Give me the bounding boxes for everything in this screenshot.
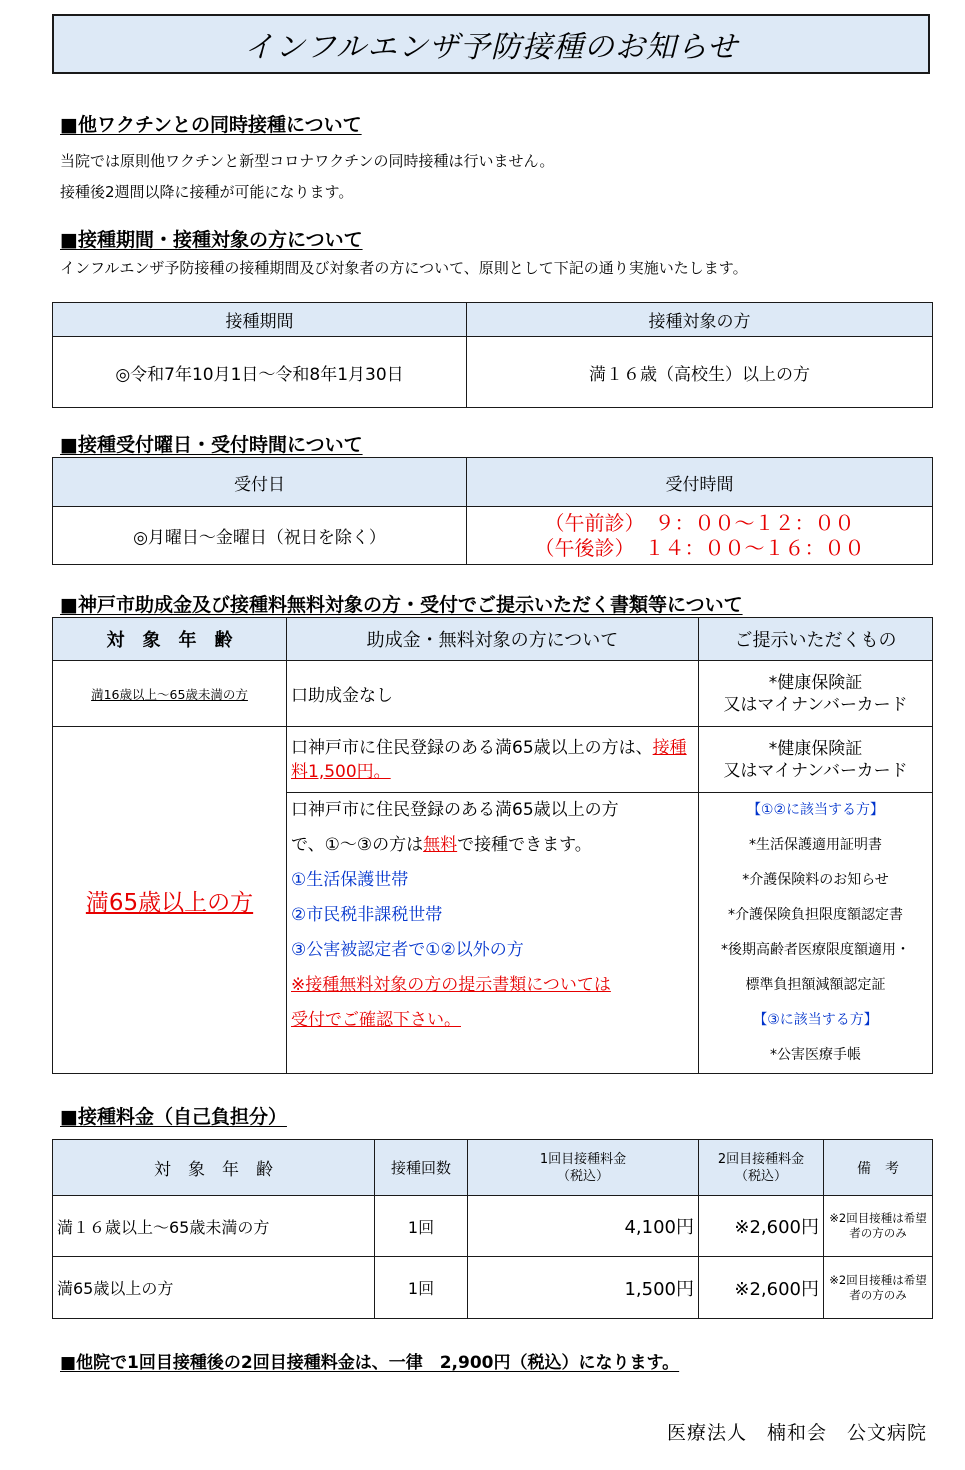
free-target-line2	[291, 828, 698, 863]
subsidy-row2a-text	[287, 727, 699, 793]
fee-first-header-2: （税込）	[556, 1168, 609, 1184]
fee-age-header: 対 象 年 齢	[53, 1140, 375, 1196]
fee-row2-second: ※2,600円	[699, 1257, 824, 1319]
fee-row1-note: ※2回目接種は希望者の方のみ	[824, 1196, 933, 1257]
docs-group-2-label: 【③に該当する方】	[753, 1012, 878, 1028]
free-docs-note-2: 受付でご確認下さい。	[291, 1010, 461, 1030]
fee-first-header	[468, 1140, 699, 1196]
free-target-line2-b: で接種できます。	[457, 835, 592, 855]
health-insurance-doc: *健康保険証	[768, 672, 863, 693]
doc-pollution-handbook: *公害医療手帳	[770, 1047, 861, 1063]
subsidy-target-header: 助成金・無料対象の方について	[287, 618, 699, 661]
doc-elderly-limit-certificate: *後期高齢者医療限度額適用・	[721, 942, 910, 958]
fee-table	[52, 1139, 933, 1319]
pollution-victim: ③公害被認定者で①②以外の方	[291, 940, 524, 960]
free-target-line1: 口神戸市に住民登録のある満65歳以上の方	[291, 800, 619, 820]
docs-group-1-label: 【①②に該当する方】	[746, 802, 885, 818]
concurrent-text-2: 接種後2週間以降に接種が可能になります。	[60, 183, 354, 201]
fee-note-header: 備 考	[824, 1140, 933, 1196]
period-intro: インフルエンザ予防接種の接種期間及び対象者の方について、原則として下記の通り実施いたします。	[60, 259, 748, 277]
fee-row2-count: 1回	[375, 1257, 468, 1319]
fee-row1-second: ※2,600円	[699, 1196, 824, 1257]
fee-1500: 接種料1,500円。	[291, 737, 687, 782]
doc-welfare-certificate: *生活保護適用証明書	[749, 837, 882, 853]
mynumber-card-doc-2: 又はマイナンバーカード	[723, 760, 908, 781]
fee-row2-age: 満65歳以上の方	[53, 1257, 375, 1319]
subsidy-row2-age: 満65歳以上の方	[53, 727, 287, 1074]
fee-second-header	[699, 1140, 824, 1196]
reception-times	[467, 507, 933, 565]
subsidy-row2b-docs	[699, 793, 933, 1074]
doc-care-limit-certificate: *介護保険負担限度額認定書	[728, 907, 903, 923]
section-heading-concurrent: ■他ワクチンとの同時接種について	[60, 114, 362, 136]
fee-row1-count: 1回	[375, 1196, 468, 1257]
subsidy-row1-age: 満16歳以上～65歳未満の方	[53, 661, 287, 727]
reception-table	[52, 457, 933, 565]
section-heading-period: ■接種期間・接種対象の方について	[60, 229, 363, 251]
mynumber-card-doc: 又はマイナンバーカード	[723, 694, 908, 715]
period-table	[52, 302, 933, 408]
subsidy-row1-docs	[699, 661, 933, 727]
fee-first-header-1: 1回目接種料金	[539, 1151, 627, 1167]
doc-reduction-certificate: 標準負担額減額認定証	[745, 977, 886, 993]
health-insurance-doc-2: *健康保険証	[768, 738, 863, 759]
subsidy-row1-text: 口助成金なし	[287, 661, 699, 727]
page-title: インフルエンザ予防接種のお知らせ	[52, 14, 930, 74]
target-header: 接種対象の方	[467, 303, 933, 337]
subsidy-age-header: 対 象 年 齢	[53, 618, 287, 661]
target-value: 満１６歳（高校生）以上の方	[467, 337, 933, 408]
free-docs-note-1: ※接種無料対象の方の提示書類については	[291, 975, 611, 995]
reception-day-header: 受付日	[53, 458, 467, 507]
second-dose-fee-note: ■他院で1回目接種後の2回目接種料金は、一律 2,900円（税込）になります。	[60, 1353, 680, 1373]
section-heading-subsidy: ■神戸市助成金及び接種料無料対象の方・受付でご提示いただく書類等について	[60, 594, 743, 616]
subsidy-docs-header: ご提示いただくもの	[699, 618, 933, 661]
period-header: 接種期間	[53, 303, 467, 337]
section-heading-reception: ■接種受付曜日・受付時間について	[60, 434, 363, 456]
fee-second-header-1: 2回目接種料金	[717, 1151, 805, 1167]
free-label: 無料	[423, 835, 458, 855]
subsidy-row2a-docs	[699, 727, 933, 793]
concurrent-text-1: 当院では原則他ワクチンと新型コロナワクチンの同時接種は行いません。	[60, 152, 555, 170]
doc-care-insurance-notice: *介護保険料のお知らせ	[742, 872, 889, 888]
free-target-line2-a: で、①～③の方は	[291, 835, 424, 855]
reception-days: ◎月曜日～金曜日（祝日を除く）	[53, 507, 467, 565]
hospital-name: 医療法人 楠和会 公文病院	[666, 1422, 927, 1444]
fee-second-header-2: （税込）	[734, 1168, 787, 1184]
subsidy-row2b-text	[287, 793, 699, 1074]
kobe-resident-65-fee-text: 口神戸市に住民登録のある満65歳以上の方は、	[291, 737, 653, 758]
morning-hours: （午前診） ９：００～１２：００	[544, 510, 855, 535]
tax-exempt-household: ②市民税非課税世帯	[291, 905, 443, 925]
afternoon-hours: （午後診） １４：００～１６：００	[534, 535, 865, 560]
subsidy-table	[52, 617, 933, 1074]
fee-row1-age: 満１６歳以上～65歳未満の方	[53, 1196, 375, 1257]
section-heading-fees: ■接種料金（自己負担分）	[60, 1106, 287, 1128]
fee-row2-first: 1,500円	[468, 1257, 699, 1319]
fee-row1-first: 4,100円	[468, 1196, 699, 1257]
fee-row2-note: ※2回目接種は希望者の方のみ	[824, 1257, 933, 1319]
reception-time-header: 受付時間	[467, 458, 933, 507]
welfare-household: ①生活保護世帯	[291, 870, 409, 890]
fee-count-header: 接種回数	[375, 1140, 468, 1196]
period-value: ◎令和7年10月1日～令和8年1月30日	[53, 337, 467, 408]
